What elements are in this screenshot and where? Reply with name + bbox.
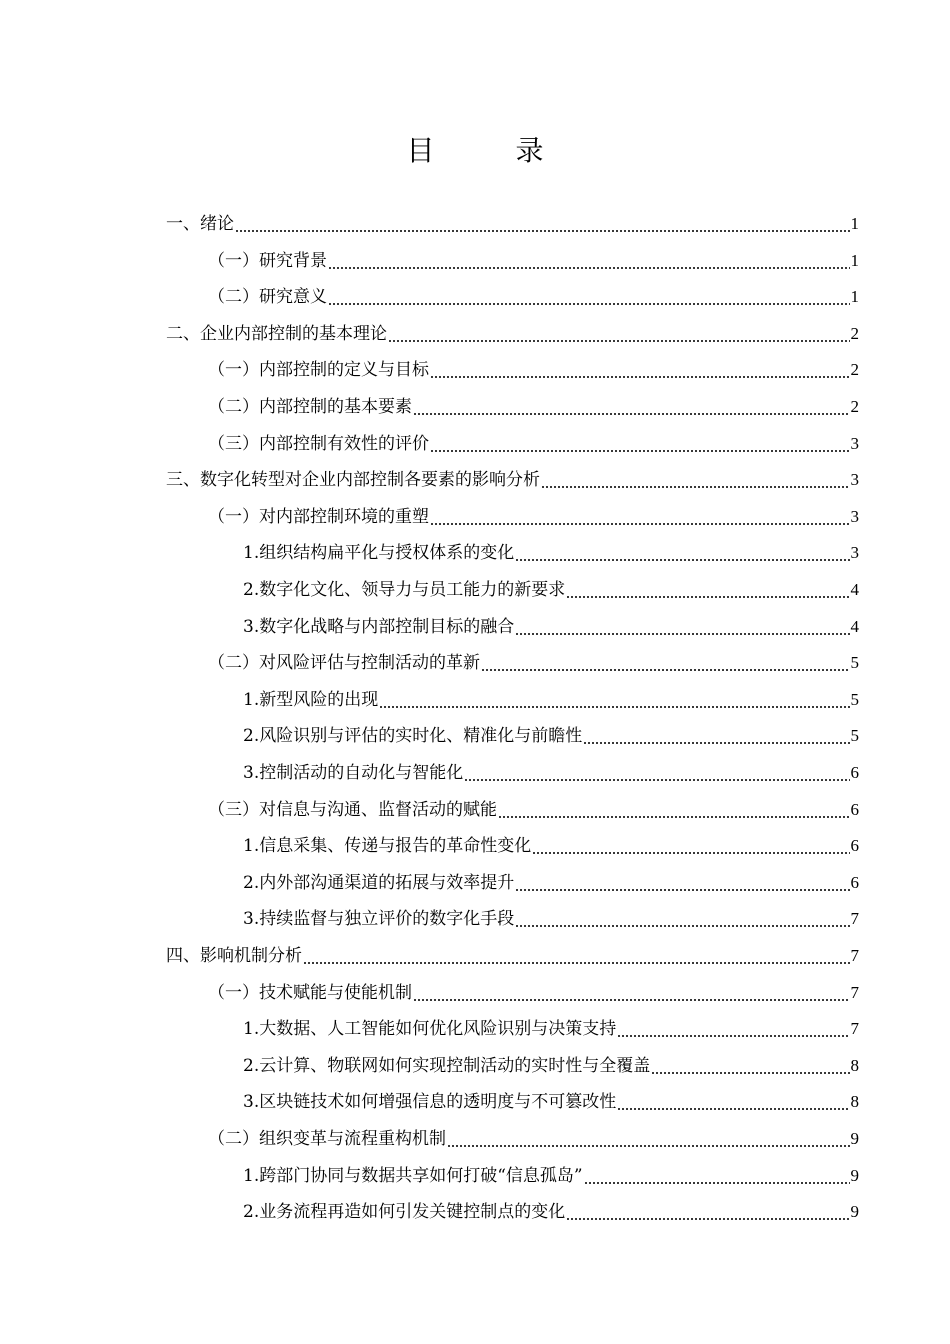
- toc-entry-title: （三）内部控制有效性的评价: [208, 433, 429, 454]
- toc-entry-page-number: 4: [850, 580, 859, 599]
- toc-entry[interactable]: [0, 865, 859, 901]
- toc-entry-title: 3.持续监督与独立评价的数字化手段: [243, 909, 515, 930]
- toc-entry-page-number: 7: [850, 1019, 859, 1039]
- toc-entry-title: 一、绪论: [166, 214, 234, 234]
- toc-entry[interactable]: [0, 572, 859, 608]
- toc-entry-page-number: 7: [850, 909, 859, 929]
- toc-dot-leader: [515, 615, 849, 639]
- toc-entry-title: 1.跨部门协同与数据共享如何打破“信息孤岛”: [243, 1165, 583, 1186]
- toc-dot-leader: [464, 761, 849, 785]
- toc-entry-title: 1.信息采集、传递与报告的革命性变化: [243, 836, 532, 857]
- toc-entry-title: （二）内部控制的基本要素: [208, 397, 412, 417]
- toc-entry-page-number: 3: [850, 433, 859, 453]
- toc-dot-leader: [430, 358, 850, 382]
- toc-entry-title: 二、企业内部控制的基本理论: [166, 323, 387, 344]
- toc-dot-leader: [583, 724, 849, 748]
- toc-entry-title: 1.大数据、人工智能如何优化风险识别与决策支持: [243, 1019, 617, 1040]
- toc-entry-title: 3.区块链技术如何增强信息的透明度与不可篡改性: [243, 1092, 617, 1113]
- toc-entry[interactable]: [0, 426, 859, 462]
- toc-dot-leader: [413, 981, 850, 1005]
- toc-entry-title: 2.业务流程再造如何引发关键控制点的变化: [243, 1202, 566, 1223]
- page-title: 目 录: [406, 134, 580, 167]
- toc-dot-leader: [430, 432, 850, 456]
- toc-entry[interactable]: [0, 389, 859, 425]
- toc-dot-leader: [584, 1164, 850, 1188]
- toc-entry-title: 3.控制活动的自动化与智能化: [243, 763, 464, 783]
- toc-entry-page-number: 4: [850, 616, 859, 636]
- toc-dot-leader: [541, 468, 850, 492]
- toc-dot-leader: [515, 907, 849, 931]
- toc-entry[interactable]: [0, 975, 859, 1011]
- toc-dot-leader: [617, 1090, 849, 1114]
- toc-entry-page-number: 3: [850, 506, 859, 526]
- toc-entry-page-number: 5: [850, 726, 859, 746]
- toc-entry-page-number: 6: [850, 799, 859, 819]
- toc-dot-leader: [430, 505, 850, 529]
- toc-entry[interactable]: [0, 682, 859, 718]
- toc-dot-leader: [481, 651, 850, 675]
- toc-entry-page-number: 8: [850, 1092, 859, 1112]
- toc-entry-page-number: 6: [850, 872, 859, 892]
- toc-entry[interactable]: [0, 1158, 859, 1194]
- toc-dot-leader: [328, 249, 850, 273]
- toc-entry-page-number: 5: [850, 689, 859, 709]
- toc-entry-page-number: 3: [850, 543, 859, 563]
- toc-entry[interactable]: [0, 1121, 859, 1157]
- toc-entry-page-number: 9: [850, 1129, 859, 1148]
- toc-entry[interactable]: [0, 901, 859, 937]
- toc-dot-leader: [388, 322, 850, 346]
- toc-entry-page-number: 8: [850, 1055, 859, 1075]
- toc-entry[interactable]: [0, 1194, 859, 1230]
- toc-entry-title: 四、影响机制分析: [166, 946, 302, 966]
- toc-dot-leader: [379, 688, 849, 712]
- toc-dot-leader: [515, 871, 849, 895]
- toc-entry-title: （一）研究背景: [208, 250, 327, 271]
- toc-dot-leader: [498, 798, 850, 822]
- toc-entry-page-number: 2: [850, 397, 859, 416]
- toc-entry[interactable]: [0, 499, 859, 535]
- toc-entry-page-number: 2: [850, 323, 859, 343]
- toc-entry-title: （三）对信息与沟通、监督活动的赋能: [208, 799, 497, 820]
- toc-dot-leader: [566, 1200, 849, 1224]
- toc-entry-page-number: 1: [850, 214, 859, 233]
- toc-entry[interactable]: [0, 243, 859, 279]
- toc-entry[interactable]: [0, 828, 859, 864]
- toc-entry-title: 2.云计算、物联网如何实现控制活动的实时性与全覆盖: [243, 1055, 651, 1076]
- toc-dot-leader: [413, 395, 850, 419]
- toc-entry-title: 2.内外部沟通渠道的拓展与效率提升: [243, 872, 515, 893]
- toc-entry-page-number: 6: [850, 836, 859, 856]
- toc-dot-leader: [617, 1017, 849, 1041]
- toc-dot-leader: [566, 578, 849, 602]
- toc-entry[interactable]: [0, 792, 859, 828]
- toc-entry-title: 2.风险识别与评估的实时化、精准化与前瞻性: [243, 726, 583, 747]
- toc-entry[interactable]: [0, 1084, 859, 1120]
- toc-entry-page-number: 7: [850, 946, 859, 965]
- toc-entry-page-number: 1: [850, 250, 859, 270]
- toc-entry-title: （一）对内部控制环境的重塑: [208, 506, 429, 527]
- toc-entry-title: 1.新型风险的出现: [243, 689, 379, 710]
- toc-entry[interactable]: [0, 755, 859, 791]
- toc-entry[interactable]: [0, 1048, 859, 1084]
- toc-entry-page-number: 6: [850, 763, 859, 782]
- toc-entry[interactable]: [0, 279, 859, 315]
- toc-dot-leader: [303, 944, 850, 968]
- toc-entry-page-number: 7: [850, 982, 859, 1002]
- toc-entry-page-number: 9: [850, 1165, 859, 1185]
- toc-entry[interactable]: [0, 462, 859, 498]
- toc-dot-leader: [651, 1054, 849, 1078]
- toc-entry-page-number: 5: [850, 653, 859, 673]
- toc-entry[interactable]: [0, 938, 859, 974]
- toc-dot-leader: [532, 834, 849, 858]
- toc-dot-leader: [447, 1127, 850, 1151]
- toc-entry-title: （二）研究意义: [208, 287, 327, 308]
- toc-entry[interactable]: [0, 535, 859, 571]
- toc-entry-title: （一）内部控制的定义与目标: [208, 360, 429, 381]
- toc-entry[interactable]: [0, 609, 859, 645]
- toc-entry-page-number: 1: [850, 287, 859, 307]
- toc-entry[interactable]: [0, 352, 859, 388]
- toc-entry-title: （一）技术赋能与使能机制: [208, 982, 412, 1003]
- toc-entry[interactable]: [0, 645, 859, 681]
- toc-entry[interactable]: [0, 206, 859, 242]
- toc-entry-page-number: 9: [850, 1202, 859, 1222]
- toc-entry-title: （二）对风险评估与控制活动的革新: [208, 653, 480, 674]
- toc-entry-page-number: 3: [850, 470, 859, 490]
- toc-entry[interactable]: [0, 316, 859, 352]
- toc-entry-title: （二）组织变革与流程重构机制: [208, 1129, 446, 1149]
- toc-dot-leader: [515, 541, 849, 565]
- toc-entry-title: 三、数字化转型对企业内部控制各要素的影响分析: [166, 470, 540, 491]
- toc-entry-title: 2.数字化文化、领导力与员工能力的新要求: [243, 580, 566, 600]
- toc-dot-leader: [235, 212, 850, 236]
- toc-entry[interactable]: [0, 718, 859, 754]
- toc-entry-page-number: 2: [850, 360, 859, 380]
- toc-entry-title: 3.数字化战略与内部控制目标的融合: [243, 616, 515, 637]
- toc-entry-title: 1.组织结构扁平化与授权体系的变化: [243, 543, 515, 564]
- toc-dot-leader: [328, 285, 850, 309]
- toc-entry[interactable]: [0, 1011, 859, 1047]
